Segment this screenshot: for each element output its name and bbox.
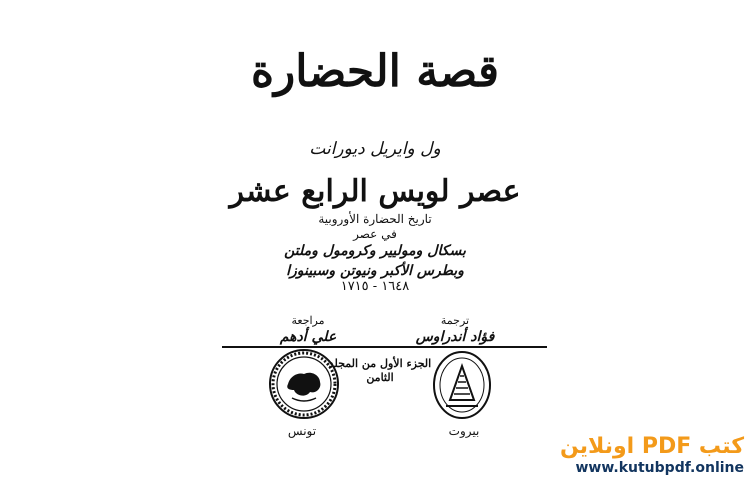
book-title: قصة الحضارة (251, 46, 499, 97)
review-label: مراجعة (291, 314, 325, 327)
subtitle-line-1: تاريخ الحضارة الأوروبية (318, 212, 432, 226)
translator-credit (395, 314, 515, 346)
reviewer-credit (248, 314, 368, 346)
publisher-shield-icon (432, 350, 492, 420)
watermark-url[interactable]: www.kutubpdf.online (575, 460, 744, 476)
volume-title: عصر لويس الرابع عشر (229, 174, 521, 209)
watermark-arabic: كتب PDF اونلاين (559, 434, 744, 459)
translation-label: ترجمة (440, 314, 470, 327)
book-authors: ول وايريل ديورانت (309, 139, 441, 159)
names-line-1: بسكال وموليير وكرومول وملتن (284, 243, 466, 259)
book-years: ١٦٤٨ - ١٧١٥ (340, 279, 410, 294)
volume-part-note: الجزء الأول من المجلد الثامن (328, 357, 432, 384)
city-right: بيروت (448, 424, 480, 438)
subtitle-line-2: في عصر (353, 227, 397, 241)
arab-league-seal-icon (268, 348, 340, 420)
names-line-2: وبطرس الأكبر ونيوتن وسبينوزا (286, 263, 464, 279)
city-left: تونس (287, 424, 317, 438)
translator-name: فؤاد أندراوس (415, 329, 495, 345)
reviewer-name: علي أدهم (279, 329, 337, 345)
